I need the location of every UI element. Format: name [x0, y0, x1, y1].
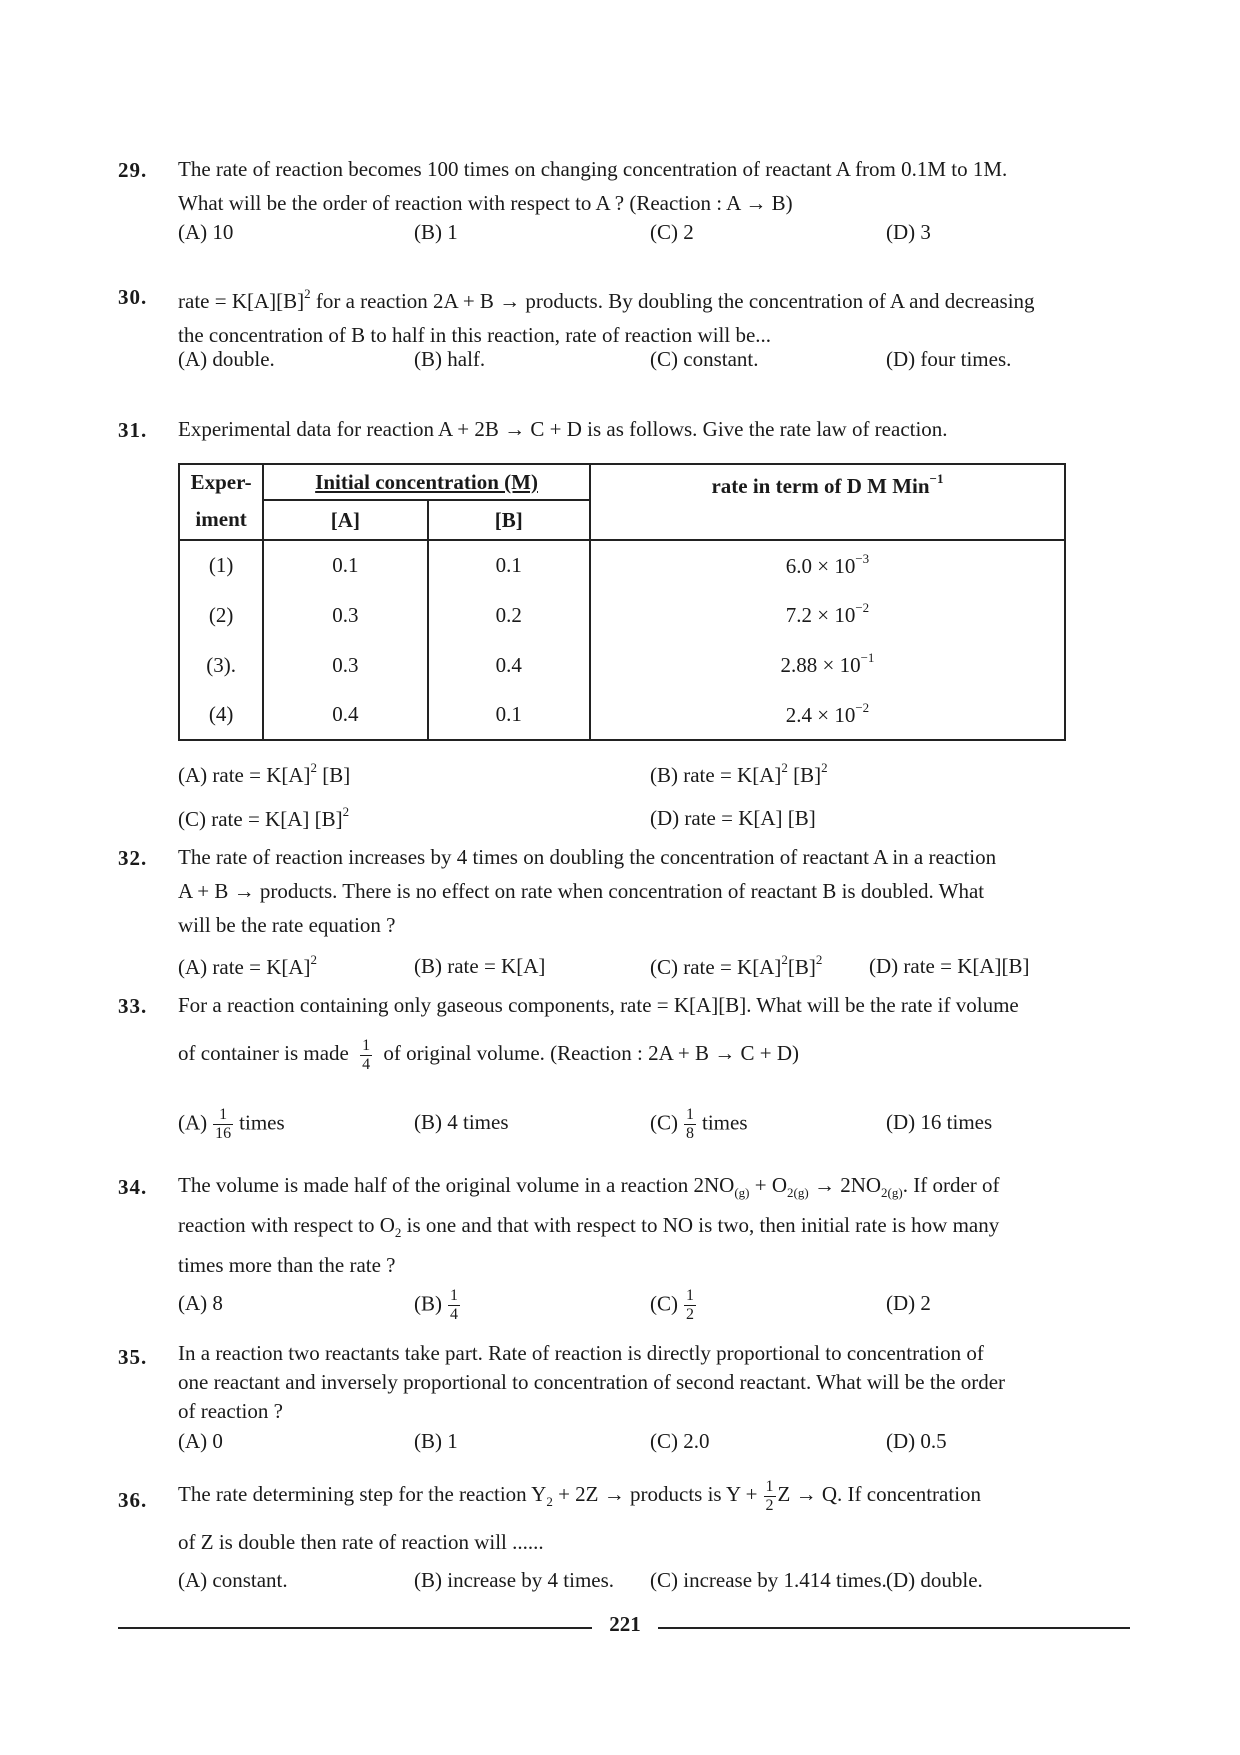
option-a: (A) rate = $K[A]^2$ [B] — [178, 760, 351, 787]
option-d: (D) 2 — [886, 1291, 931, 1315]
page-number: 221 — [609, 1612, 641, 1636]
option-d: (D) 3 — [886, 220, 931, 244]
question-number: 31. — [118, 418, 148, 442]
question-stem: rate = $K[A][B]^2$ for a reaction 2A + B → products. By doubling the concentration of A and decreasing the concentration of B to half in this reaction, rate of reaction will be... — [178, 286, 1035, 347]
table-row: (4) 0.4 0.1 $2.4 \times 10^{-2}$ — [179, 690, 1065, 740]
options — [178, 806, 1130, 836]
option-a: (A) 8 — [178, 1291, 223, 1315]
option-a: (A) rate = $K[A]^2$ — [178, 952, 318, 979]
options — [178, 347, 1130, 377]
option-c: (C) rate = $K[A]^2[B]^2$ — [650, 952, 823, 979]
option-c: (C) rate = K[A] $[B]^2$ — [178, 804, 350, 831]
options — [178, 954, 1130, 984]
question-stem: For a reaction containing only gaseous components, rate = K[A][B]. What will be the rate if volume — [178, 993, 1019, 1017]
question-number: 35. — [118, 1345, 148, 1369]
option-c: (C) increase by 1.414 times. — [650, 1568, 887, 1592]
option-a: (A) double. — [178, 347, 275, 371]
question-stem: The rate of reaction increases by 4 times on doubling the concentration of reactant A in a reaction A + B → products. There is no effect on rate when concentration of reactant B is doubled. What will be the rate equation ? — [178, 845, 997, 937]
option-c: (C) 2.0 — [650, 1429, 710, 1453]
table-row: (2) 0.3 0.2 $7.2 \times 10^{-2}$ — [179, 590, 1065, 640]
options — [178, 220, 1130, 250]
option-d: (D) 16 times — [886, 1110, 993, 1134]
question-stem: The volume is made half of the original volume in a reaction $2NO_{(g)} + O_{2(g)} \to 2NO_{2(g)}$. If order of reaction with respect to $O_2$ is one and that with respect to NO is two, then initial rate is how many times more than the rate ? — [178, 1173, 1000, 1278]
option-a: (A) 10 — [178, 220, 234, 244]
option-b: (B) increase by 4 times. — [414, 1568, 615, 1592]
option-a: (A) $\frac{1}{16}$ times — [178, 1106, 285, 1142]
question-number: 30. — [118, 285, 148, 309]
col-b: [B] — [428, 500, 590, 540]
table-row: (3). 0.3 0.4 $2.88 \times 10^{-1}$ — [179, 640, 1065, 690]
experiment-data-table — [178, 463, 1066, 741]
option-b: (B) rate = $K[A]^2$ $[B]^2$ — [650, 760, 828, 787]
col-rate-header: rate in term of D M Min$^{-1}$ — [590, 464, 1065, 540]
option-b: (B) half. — [414, 347, 486, 371]
option-d: (D) 0.5 — [886, 1429, 947, 1453]
option-d: (D) rate = K[A] [B] — [650, 806, 816, 830]
question-stem: The rate determining step for the reaction $Y_2 + 2Z$ → products is Y + $\frac{1}{2}$ Z → Q. If concentration of Z is double then rate of reaction will ...... — [178, 1477, 982, 1555]
option-b: (B) 4 times — [414, 1110, 509, 1134]
option-a: (A) 0 — [178, 1429, 223, 1453]
question-number: 32. — [118, 846, 148, 870]
option-c: (C) $\frac{1}{2}$ — [650, 1287, 694, 1323]
question-number: 29. — [118, 158, 148, 182]
table-row: (1) 0.1 0.1 $6.0 \times 10^{-3}$ — [179, 540, 1065, 590]
option-d: (D) double. — [886, 1568, 983, 1592]
question-stem: The rate of reaction becomes 100 times on changing concentration of reactant A from 0.1M to 1M. What will be the order of reaction with respect to A ? (Reaction : A → B) — [178, 157, 1008, 215]
option-d: (D) rate = K[A][B] — [869, 954, 1030, 978]
options — [178, 1287, 1130, 1331]
option-b: (B) 1 — [414, 220, 458, 244]
col-a: [A] — [263, 500, 427, 540]
col-group-header: Initial concentration (M) — [263, 464, 590, 500]
question-number: 33. — [118, 994, 148, 1018]
options — [178, 1429, 1130, 1459]
footer-rule-left — [118, 1627, 592, 1629]
option-c: (C) $\frac{1}{8}$ times — [650, 1106, 748, 1142]
question-stem: In a reaction two reactants take part. Rate of reaction is directly proportional to concentration of one reactant and inversely proportional to concentration of second reactant. What will be the order of reaction ? — [178, 1341, 1006, 1423]
option-b: (B) 1 — [414, 1429, 458, 1453]
fraction: $\frac{1}{4}$ — [362, 1036, 371, 1073]
option-c: (C) constant. — [650, 347, 759, 371]
option-b: (B) $\frac{1}{4}$ — [414, 1287, 458, 1323]
options — [178, 1106, 1130, 1150]
question-number: 34. — [118, 1175, 148, 1199]
question-stem-line2: of container is made $\frac{1}{4}$ of original volume. (Reaction : 2A + B → C + D) — [178, 1036, 799, 1073]
option-a: (A) constant. — [178, 1568, 288, 1592]
footer-rule-right — [658, 1627, 1130, 1629]
col-experiment-top: Exper- — [179, 464, 263, 500]
option-b: (B) rate = K[A] — [414, 954, 546, 978]
option-d: (D) four times. — [886, 347, 1012, 371]
option-c: (C) 2 — [650, 220, 694, 244]
question-stem: Experimental data for reaction A + 2B → C + D is as follows. Give the rate law of reaction. — [178, 417, 948, 441]
question-number: 36. — [118, 1488, 148, 1512]
options — [178, 762, 1130, 792]
col-experiment-bottom: iment — [179, 500, 263, 540]
options — [178, 1568, 1130, 1598]
